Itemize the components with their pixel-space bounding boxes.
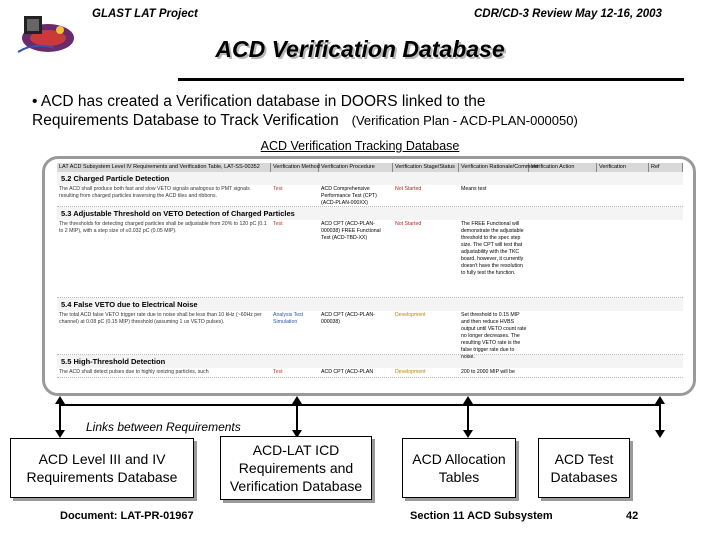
cell-action	[529, 185, 597, 208]
bullet-line-1: • ACD has created a Verification database in DOORS linked to the	[32, 93, 486, 110]
footer-section: Section 11 ACD Subsystem	[410, 510, 553, 522]
cell-action	[529, 311, 597, 362]
header-cell: Verification Method	[273, 164, 320, 170]
arrow-up-icon	[655, 396, 665, 404]
section-title: 5.5 High-Threshold Detection	[57, 355, 683, 368]
cell-verification	[597, 311, 649, 362]
cell-procedure: ACD Comprehensive Performance Test (CPT) (ACD-PLAN-000XX)	[321, 186, 377, 206]
box-test-databases: ACD Test Databases	[538, 438, 630, 498]
connector-line	[296, 404, 298, 430]
header-cell: Verification Stage/Status	[393, 163, 459, 172]
box-allocation-tables: ACD Allocation Tables	[402, 438, 516, 498]
bullet-text	[32, 92, 578, 130]
cell-action	[529, 220, 597, 297]
cell-procedure: ACD CPT (ACD-PLAN-000038)	[321, 312, 375, 325]
cell-ref	[649, 311, 683, 362]
table-row	[57, 220, 683, 298]
project-name: GLAST LAT Project	[92, 8, 198, 20]
cell-method: Test	[273, 221, 283, 227]
cell-verification	[597, 185, 649, 208]
links-horizontal-line	[60, 404, 661, 406]
cell-comment: Means test	[461, 186, 487, 192]
table-header	[57, 163, 683, 172]
connector-line	[59, 404, 61, 430]
table-row	[57, 311, 683, 360]
cell-method: Analysis Test Simulation	[273, 312, 304, 325]
header-cell: Verification Procedure	[319, 163, 393, 172]
table-row	[57, 185, 683, 207]
review-date: CDR/CD-3 Review May 12-16, 2003	[474, 8, 662, 20]
box-level-requirements: ACD Level III and IV Requirements Database	[10, 438, 194, 498]
cell-verification	[597, 368, 649, 377]
bullet-line-2	[32, 111, 578, 130]
cell-procedure: ACD CPT (ACD-PLAN-000038) FREE Functional Test (ACD-TBD-XX)	[321, 221, 381, 241]
cell-requirement: The ACD shall produce both fast and slow VETO signals analogous to PMT signals resulting from charged particles traversing the ACD tiles and ribbons.	[59, 186, 250, 199]
header-cell: Verification Rationale/Comment	[461, 164, 539, 170]
footer-document: Document: LAT-PR-01967	[60, 510, 194, 522]
cell-comment: The FREE Functional will demonstrate the adjustable threshold to the spec step size. The CPT will test that adjustability with the TKC board, however, it currently doesn't have the resolution to fully test the function.	[461, 221, 524, 276]
cell-method: Test	[273, 369, 283, 375]
section-title: 5.4 False VETO due to Electrical Noise	[57, 298, 683, 311]
header-cell: Verification Action	[529, 163, 597, 172]
cell-ref	[649, 185, 683, 208]
header-cell: Verification	[597, 163, 649, 172]
section-title: 5.2 Charged Particle Detection	[57, 172, 683, 185]
arrow-down-icon	[55, 430, 65, 438]
arrow-down-icon	[463, 430, 473, 438]
verification-table-screenshot	[42, 156, 696, 396]
cell-status: Development	[395, 312, 426, 318]
arrow-up-icon	[55, 396, 65, 404]
header-cell: Ref	[649, 163, 683, 172]
arrow-down-icon	[655, 430, 665, 438]
connector-line	[659, 404, 661, 430]
page-number: 42	[626, 510, 639, 522]
cell-status: Development	[395, 369, 426, 375]
cell-requirement: The total ACD false VETO trigger rate due to noise shall be less than 10 kHz (~60Hz per channel) at 0.08 pC (0.15 MIP) threshold (assuming 1 us VETO pulses).	[59, 312, 262, 325]
cell-status: Not Started	[395, 221, 422, 227]
cell-action	[529, 368, 597, 377]
cell-requirement: The thresholds for detecting charged particles shall be adjustable from 20% to 120 pC (0.1 to 2 MIP), with a step size of ≤0.032 pC (0.05 MIP).	[59, 221, 267, 234]
verification-table	[57, 163, 683, 378]
bullet-line-2-main: Requirements Database to Track Verification	[32, 112, 339, 129]
connector-line	[467, 404, 469, 430]
slide-title: ACD Verification Database	[215, 36, 505, 62]
cell-requirement: The ACD shall detect pulses due to highly ionizing particles, such	[59, 369, 209, 375]
database-title: ACD Verification Tracking Database	[260, 139, 460, 153]
cell-method: Test	[273, 186, 283, 192]
cell-ref	[649, 220, 683, 297]
cell-verification	[597, 220, 649, 297]
arrow-up-icon	[292, 396, 302, 404]
cell-ref	[649, 368, 683, 377]
section-title: 5.3 Adjustable Threshold on VETO Detection of Charged Particles	[57, 207, 683, 220]
box-icd-database: ACD-LAT ICD Requirements and Verification Database	[220, 436, 372, 500]
links-label: Links between Requirements	[86, 420, 241, 434]
header-cell: LAT ACD Subsystem Level IV Requirements and Verification Table, LAT-SS-00352	[57, 163, 271, 172]
title-underline	[178, 78, 684, 81]
bullet-line-2-ref: (Verification Plan - ACD-PLAN-000050)	[351, 113, 578, 128]
cell-status: Not Started	[395, 186, 422, 192]
cell-comment: 200 to 2000 MIP will be	[461, 369, 515, 375]
arrow-up-icon	[463, 396, 473, 404]
table-row	[57, 368, 683, 378]
cell-comment: Set threshold to 0.15 MIP and then reduce HVBS output until VETO count rate no longer decreases. The resulting VETO rate is the false trigger rate due to noise.	[461, 312, 527, 360]
cell-procedure: ACD CPT (ACD-PLAN	[321, 369, 374, 375]
